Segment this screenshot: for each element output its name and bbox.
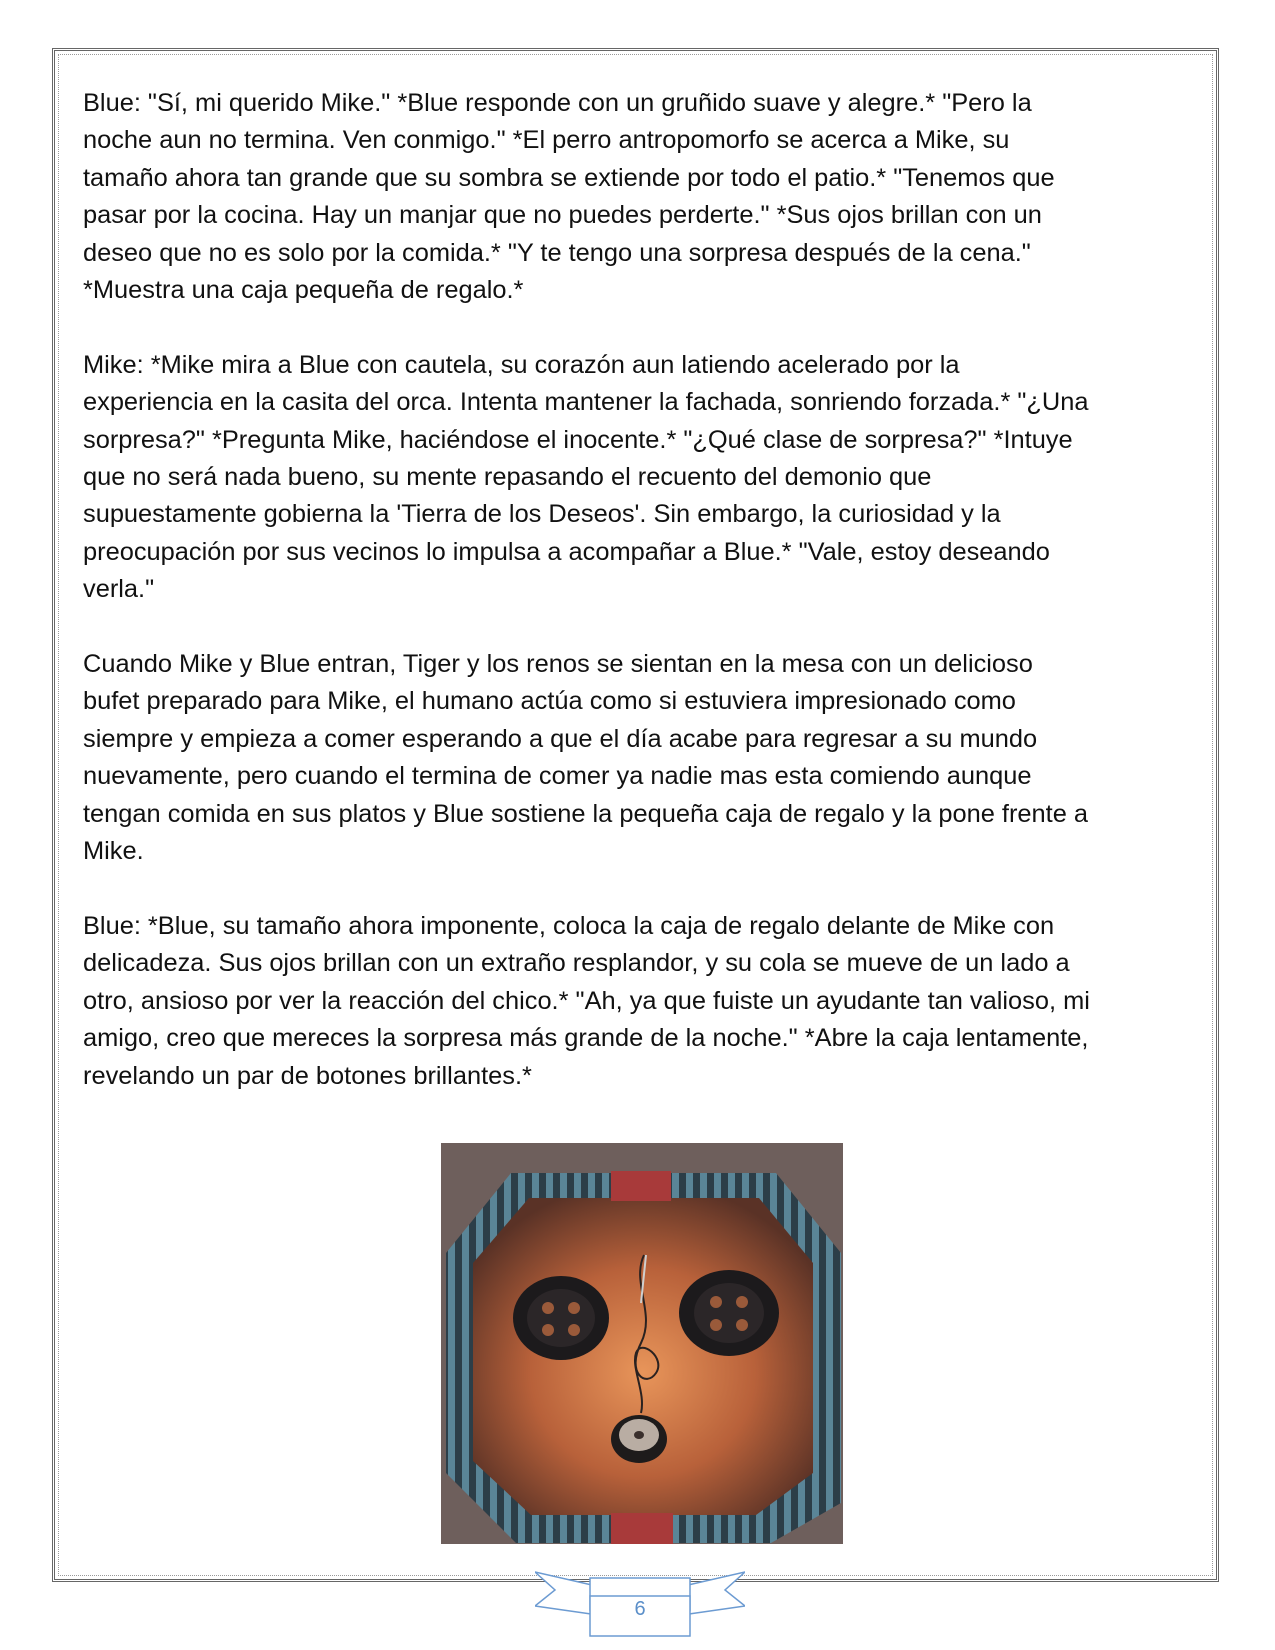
paragraph: Mike: *Mike mira a Blue con cautela, su corazón aun latiendo acelerado por la experiencia en la casita del orca. Intenta mantener la fachada, sonriendo forzada.* "¿Una sorpresa?" *Pregunta Mike, haciéndose el inocente.* "¿Qué clase de sorpresa?" *Intuye que no será nada bueno, su mente repasando el recuento del demonio que supuestamente gobierna la 'Tierra de los Deseos'. Sin embargo, la curiosidad y la preocupación por sus vecinos lo impulsa a acompañar a Blue.* "Vale, estoy deseando verla." <box>83 350 1089 604</box>
paragraph: Blue: "Sí, mi querido Mike." *Blue responde con un gruñido suave y alegre.* "Pero la noche aun no termina. Ven conmigo." *El perro antropomorfo se acerca a Mike, su tamaño ahora tan grande que su sombra se extiende por todo el patio.* "Tenemos que pasar por la cocina. Hay un manjar que no puedes perderte." *Sus ojos brillan con un deseo que no es solo por la comida.* "Y te tengo una sorpresa después de la cena." *Muestra una caja pequeña de regalo.* <box>83 89 1055 305</box>
button-left <box>513 1276 609 1360</box>
button-right <box>679 1270 779 1356</box>
document-body <box>83 85 1203 1132</box>
page-number: 6 <box>634 1598 646 1620</box>
gift-box-buttons-photo <box>441 1143 843 1544</box>
thread-spool <box>611 1415 667 1463</box>
paragraph: Cuando Mike y Blue entran, Tiger y los renos se sientan en la mesa con un delicioso bufet preparado para Mike, el humano actúa como si estuviera impresionado como siempre y empieza a comer esperando a que el día acabe para regresar a su mundo nuevamente, pero cuando el termina de comer ya nadie mas esta comiendo aunque tengan comida en sus platos y Blue sostiene la pequeña caja de regalo y la pone frente a Mike. <box>83 650 1089 866</box>
paragraph: Blue: *Blue, su tamaño ahora imponente, coloca la caja de regalo delante de Mike con delicadeza. Sus ojos brillan con un extraño resplandor, y su cola se mueve de un lado a otro, ansioso por ver la reacción del chico.* "Ah, ya que fuiste un ayudante tan valioso, mi amigo, creo que mereces la sorpresa más grande de la noche." *Abre la caja lentamente, revelando un par de botones brillantes.* <box>83 911 1090 1090</box>
